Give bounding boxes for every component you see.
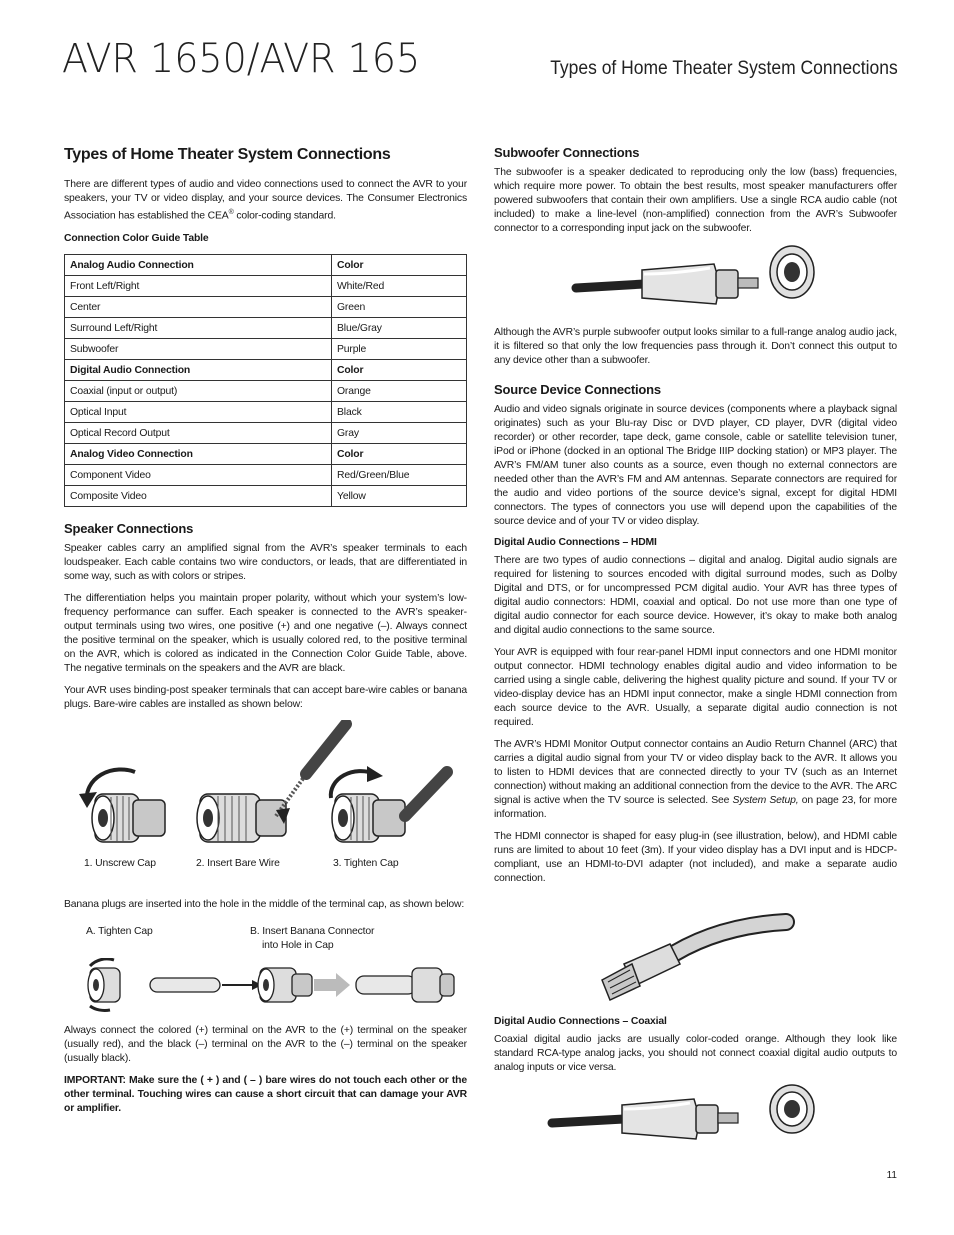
caption-tighten-cap-a: A. Tighten Cap: [86, 926, 153, 938]
bare-wire-illustration: [64, 720, 467, 888]
table-cell-connection: Front Left/Right: [65, 276, 332, 297]
subwoofer-heading: Subwoofer Connections: [494, 145, 640, 160]
subwoofer-paragraph-2: Although the AVR’s purple subwoofer output looks similar to a full-range analog audio jack, it is filtered so that only the low frequencies pass through it. Don’t connect this output to any device other than a subwoofer.: [494, 327, 897, 366]
table-row: [65, 444, 467, 465]
right-column: [494, 143, 897, 1149]
caption-into-hole: into Hole in Cap: [262, 940, 334, 952]
table-row: [65, 402, 467, 423]
table-cell-color: Green: [332, 297, 467, 318]
table-cell-connection: Digital Audio Connection: [65, 360, 332, 381]
table-cell-color: Gray: [332, 423, 467, 444]
rca-cable-illustration-coaxial: [494, 1083, 897, 1149]
speaker-paragraph-2: The differentiation helps you maintain proper polarity, without which your system’s low-frequency performance can suffer. Each speaker is connected to the AVR’s speaker-output terminals using two wires, one positive (+) and one negative (–). Always connect the positive terminal on the speaker, which is usually colored red, to the positive terminal on the AVR, which is colored as indicated in the Connection Color Guide Table, above. The negative terminals on the speakers and the AVR are black.: [64, 593, 467, 675]
table-row: [65, 465, 467, 486]
table-cell-color: Blue/Gray: [332, 318, 467, 339]
table-cell-connection: Optical Record Output: [65, 423, 332, 444]
table-cell-color: Color: [332, 255, 467, 276]
hdmi-heading: Digital Audio Connections – HDMI: [494, 537, 657, 548]
coaxial-paragraph: Coaxial digital audio jacks are usually color-coded orange. Although they look like standard RCA-type analog jacks, you should not connect coaxial digital audio outputs to analog inputs or vice versa.: [494, 1034, 897, 1073]
page-title: Types of Home Theater System Connections: [64, 146, 391, 163]
intro-paragraph: There are different types of audio and video connections used to connect the AVR to your speakers, your TV or video display, and your source devices. The Consumer Electronics Association has established the CEA® color-coding standard.: [64, 179, 467, 222]
hdmi-plug-diagram: [494, 906, 897, 1004]
table-row: [65, 360, 467, 381]
table-row: [65, 423, 467, 444]
table-cell-color: Orange: [332, 381, 467, 402]
speaker-connections-heading: Speaker Connections: [64, 521, 194, 537]
table-row: [65, 486, 467, 507]
table-title: Connection Color Guide Table: [64, 233, 209, 245]
table-row: [65, 297, 467, 318]
table-row: [65, 339, 467, 360]
source-device-heading: Source Device Connections: [494, 382, 661, 397]
table-cell-connection: Composite Video: [65, 486, 332, 507]
color-guide-table: [64, 254, 467, 507]
table-cell-connection: Analog Video Connection: [65, 444, 332, 465]
table-cell-connection: Surround Left/Right: [65, 318, 332, 339]
hdmi-paragraph-2: Your AVR is equipped with four rear-panel HDMI input connectors and one HDMI monitor output connector. HDMI technology enables digital audio and video information to be carried using a single cable, delivering the highest quality picture and sound. If your TV or video-display device has an HDMI input connector, make a single HDMI connection from each source device to the AVR. Usually, a separate digital audio connection is not required.: [494, 647, 897, 728]
speaker-paragraph-3: Your AVR uses binding-post speaker terminals that can accept bare-wire cables or banana plugs. Bare-wire cables are installed as shown below:: [64, 685, 467, 711]
table-cell-color: White/Red: [332, 276, 467, 297]
table-cell-connection: Center: [65, 297, 332, 318]
table-cell-color: Yellow: [332, 486, 467, 507]
banana-paragraph: Banana plugs are inserted into the hole in the middle of the terminal cap, as shown below:: [64, 899, 465, 911]
coaxial-plug-diagram: [494, 1083, 897, 1149]
source-paragraph: Audio and video signals originate in source devices (components where a playback signal originates) such as your Blu-ray Disc or DVD player, CD player, DVR (digital video recorder) or other recorder, tape deck, game console, cable or satellite television tuner, iPod or iPhone (docked in an optional The Bridge IIIP docking station) or MP3 player. The AVR’s FM/AM tuner also counts as a source, even though no external connectors are needed other than the AVR’s FM and AM antennas. Separate connectors are required for the audio and video portions of the source device’s signal, except for digital HDMI connectors. The types of connectors you use will depend upon the capabilities of the source device and of your TV or video display.: [494, 404, 897, 527]
rca-cable-illustration-subwoofer: [494, 244, 897, 318]
caption-insert-banana-b: B. Insert Banana Connector: [250, 926, 375, 938]
table-row: [65, 255, 467, 276]
table-cell-connection: Analog Audio Connection: [65, 255, 332, 276]
polarity-paragraph: Always connect the colored (+) terminal on the AVR to the (+) terminal on the speaker (usually red), and the black (–) terminal on the AVR to the (–) terminal on the speaker (usually black).: [64, 1025, 467, 1065]
table-cell-connection: Optical Input: [65, 402, 332, 423]
caption-tighten-cap: 3. Tighten Cap: [333, 858, 399, 870]
important-note: IMPORTANT: Make sure the ( + ) and ( – ) bare wires do not touch each other or the other terminal. Touching wires can cause a short circuit that can damage your AVR or amplifier.: [64, 1075, 467, 1115]
table-cell-connection: Coaxial (input or output): [65, 381, 332, 402]
table-cell-color: Black: [332, 402, 467, 423]
caption-unscrew-cap: 1. Unscrew Cap: [84, 858, 156, 870]
model-title: AVR 1650/AVR 165: [62, 36, 421, 82]
table-cell-connection: Subwoofer: [65, 339, 332, 360]
rca-plug-diagram: [494, 244, 897, 318]
table-cell-color: Color: [332, 360, 467, 381]
left-column: [64, 143, 467, 1124]
hdmi-paragraph-4: The HDMI connector is shaped for easy plug-in (see illustration, below), and HDMI cable runs are limited to about 10 feet (3m). If your video display has a DVI input and is HDCP-compliant, use an HDMI-to-DVI adapter (not included), and make a separate audio connection.: [494, 831, 897, 884]
binding-post-diagram: [64, 720, 467, 860]
table-cell-color: Color: [332, 444, 467, 465]
banana-plug-illustration: [64, 922, 467, 1018]
table-row: [65, 381, 467, 402]
speaker-paragraph-1: Speaker cables carry an amplified signal from the AVR’s speaker terminals to each loudspeaker. Each cable contains two wire conductors, or leads, that are differentiated in some way, such as with colors or stripes.: [64, 543, 467, 583]
table-cell-color: Red/Green/Blue: [332, 465, 467, 486]
hdmi-paragraph-1: There are two types of audio connections – digital and analog. Digital audio signals are required for listening to sources encoded with digital surround modes, such as Dolby Digital and DTS, or for uncompressed PCM digital audio. Your AVR has three types of digital audio connectors: HDMI, coaxial and optical. Do not use more than one type of digital audio connector for each source device. However, it’s okay to make both analog and digital audio connections to the same source.: [494, 555, 897, 636]
coaxial-heading: Digital Audio Connections – Coaxial: [494, 1016, 667, 1027]
table-row: [65, 276, 467, 297]
hdmi-paragraph-3: The AVR’s HDMI Monitor Output connector contains an Audio Return Channel (ARC) that carries a digital audio signal from your TV or video display back to the AVR. It allows you to listen to HDMI devices that are connected directly to your TV (such as an Internet connection) without making an additional connection from the device to the AVR. The ARC signal is active when the TV source is selected. See System Setup, on page 23, for more information.: [494, 739, 898, 820]
hdmi-cable-illustration: [494, 906, 897, 1004]
caption-insert-bare-wire: 2. Insert Bare Wire: [196, 858, 280, 870]
banana-diagram: [64, 958, 467, 1018]
section-header: Types of Home Theater System Connections: [550, 58, 898, 79]
subwoofer-paragraph-1: The subwoofer is a speaker dedicated to reproducing only the low (bass) frequencies, which require more power. To obtain the best results, most speaker manufacturers offer powered subwoofers that contain their own amplifiers. Use a single RCA audio cable (not included) to make a line-level (non-amplified) connection from the AVR’s Subwoofer connector to a corresponding input jack on the subwoofer.: [494, 167, 897, 234]
table-cell-connection: Component Video: [65, 465, 332, 486]
page-number: 11: [886, 1170, 897, 1181]
table-cell-color: Purple: [332, 339, 467, 360]
table-row: [65, 318, 467, 339]
